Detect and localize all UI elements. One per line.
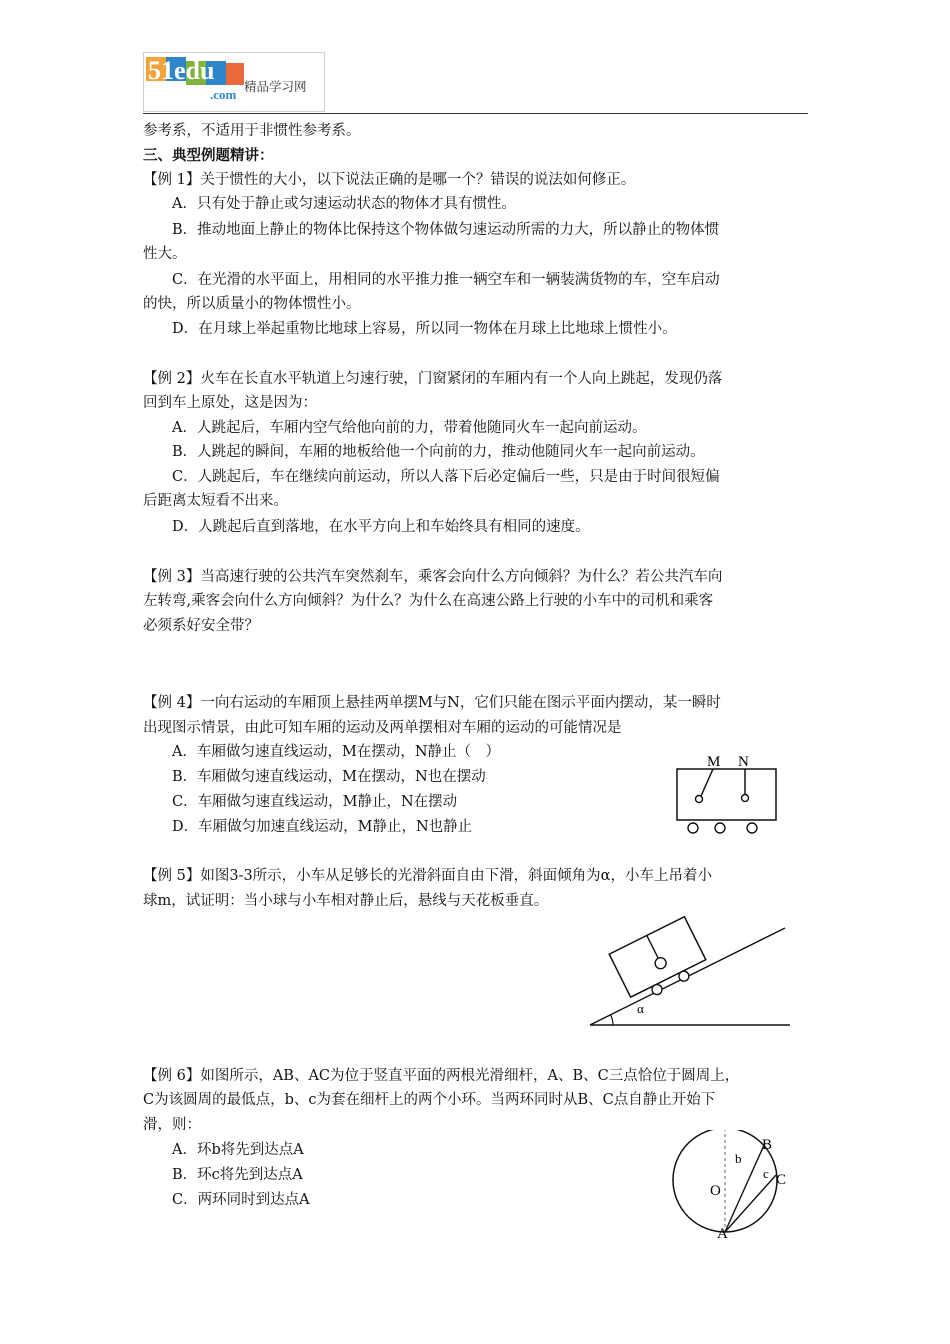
example-2-question: 【例 2】火车在长直水平轨道上匀速行驶，门窗紧闭的车厢内有一个人向上跳起，发现仍落 bbox=[143, 371, 723, 387]
example-2-option-c: C．人跳起后，车在继续向前运动，所以人落下后必定偏后一些，只是由于时间很短偏 bbox=[172, 469, 720, 485]
wheel bbox=[688, 823, 698, 833]
example-1-option-c: C．在光滑的水平面上，用相同的水平推力推一辆空车和一辆装满货物的车，空车启动 bbox=[172, 272, 720, 288]
circle-rods-figure bbox=[665, 1130, 795, 1242]
logo-graphic bbox=[144, 53, 324, 111]
example-3-text-cont: 左转弯,乘客会向什么方向倾斜？为什么？为什么在高速公路上行驶的小车中的司机和乘客 bbox=[143, 593, 714, 609]
label-point-b: B bbox=[762, 1137, 773, 1153]
example-6-question-cont: C为该圆周的最低点，b、c为套在细杆上的两个小环。当两环同时从B、C点自静止开始下 bbox=[143, 1092, 716, 1108]
label-center-o: O bbox=[710, 1183, 721, 1199]
example-1-option-a: A．只有处于静止或匀速运动状态的物体才具有惯性。 bbox=[172, 196, 516, 212]
angle-arc bbox=[611, 1015, 613, 1025]
logo-cn-text: 精品学习网 bbox=[244, 79, 307, 94]
example-6-option-c: C．两环同时到达点A bbox=[172, 1192, 310, 1208]
pendulum-m-bob bbox=[696, 796, 703, 803]
label-m: M bbox=[707, 754, 721, 770]
example-6-option-b: B．环c将先到达点A bbox=[172, 1167, 303, 1183]
example-1-option-c-cont: 的快，所以质量小的物体惯性小。 bbox=[143, 296, 361, 312]
header-rule bbox=[143, 113, 808, 114]
example-3-text: 【例 3】当高速行驶的公共汽车突然刹车，乘客会向什么方向倾斜？为什么？若公共汽车向 bbox=[143, 569, 723, 585]
logo-main-text: 51edu bbox=[148, 56, 215, 85]
pendulum-n-bob bbox=[742, 795, 749, 802]
label-n: N bbox=[738, 754, 749, 770]
example-2-question-cont: 回到车上原处，这是因为： bbox=[143, 395, 317, 411]
cart bbox=[609, 917, 710, 1006]
label-point-a: A bbox=[717, 1226, 728, 1242]
wheel bbox=[715, 823, 725, 833]
example-4-question-cont: 出现图示情景，由此可知车厢的运动及两单摆相对车厢的运动的可能情况是 bbox=[143, 720, 622, 736]
example-4-option-d: D．车厢做匀加速直线运动，M静止，N也静止 bbox=[172, 819, 473, 835]
example-4-question: 【例 4】一向右运动的车厢顶上悬挂两单摆M与N，它们只能在图示平面内摆动，某一瞬时 bbox=[143, 695, 721, 711]
example-2-option-b: B．人跳起的瞬间，车厢的地板给他一个向前的力，推动他随同火车一起向前运动。 bbox=[172, 444, 705, 460]
example-5-text-cont: 球m，试证明：当小球与小车相对静止后，悬线与天花板垂直。 bbox=[143, 893, 549, 909]
example-1-option-b: B．推动地面上静止的物体比保持这个物体做匀速运动所需的力大，所以静止的物体惯 bbox=[172, 222, 720, 238]
example-1-question: 【例 1】关于惯性的大小，以下说法正确的是哪一个？错误的说法如何修正。 bbox=[143, 172, 636, 188]
label-point-c: C bbox=[776, 1172, 787, 1188]
example-1-option-b-cont: 性大。 bbox=[143, 246, 187, 262]
label-ring-b: b bbox=[735, 1151, 742, 1166]
example-6-question: 【例 6】如图所示，AB、AC为位于竖直平面的两根光滑细杆，A、B、C三点恰位于圆周上， bbox=[143, 1068, 740, 1084]
pendulum-m-string bbox=[701, 769, 713, 796]
label-alpha: α bbox=[637, 1001, 644, 1016]
example-1-option-d: D．在月球上举起重物比地球上容易，所以同一物体在月球上比地球上惯性小。 bbox=[172, 321, 677, 337]
wheel bbox=[747, 823, 757, 833]
example-2-option-c-cont: 后距离太短看不出来。 bbox=[143, 493, 288, 509]
text-line: 参考系，不适用于非惯性参考系。 bbox=[143, 123, 361, 139]
example-4-option-c: C．车厢做匀速直线运动，M静止，N在摆动 bbox=[172, 794, 458, 810]
label-ring-c: c bbox=[763, 1166, 769, 1181]
example-5-text: 【例 5】如图3-3所示，小车从足够长的光滑斜面自由下滑，斜面倾角为α，小车上吊着小 bbox=[143, 868, 712, 884]
example-4-option-a: A．车厢做匀速直线运动，M在摆动，N静止（ ） bbox=[172, 744, 501, 760]
example-3-text-cont: 必须系好安全带？ bbox=[143, 618, 259, 634]
incline-cart-figure bbox=[585, 900, 795, 1030]
site-logo bbox=[143, 52, 325, 112]
rod-ac bbox=[725, 1175, 776, 1232]
carriage-box bbox=[677, 769, 776, 820]
section-title: 三、典型例题精讲： bbox=[143, 147, 274, 164]
example-6-option-a: A．环b将先到达点A bbox=[172, 1142, 304, 1158]
example-2-option-d: D．人跳起后直到落地，在水平方向上和车始终具有相同的速度。 bbox=[172, 519, 590, 535]
example-4-option-b: B．车厢做匀速直线运动，M在摆动，N也在摆动 bbox=[172, 769, 486, 785]
logo-sub-text: .com bbox=[210, 87, 237, 102]
pendulum-carriage-figure bbox=[665, 750, 785, 840]
example-6-question-cont: 滑，则： bbox=[143, 1117, 201, 1133]
example-2-option-a: A．人跳起后，车厢内空气给他向前的力，带着他随同火车一起向前运动。 bbox=[172, 420, 647, 436]
